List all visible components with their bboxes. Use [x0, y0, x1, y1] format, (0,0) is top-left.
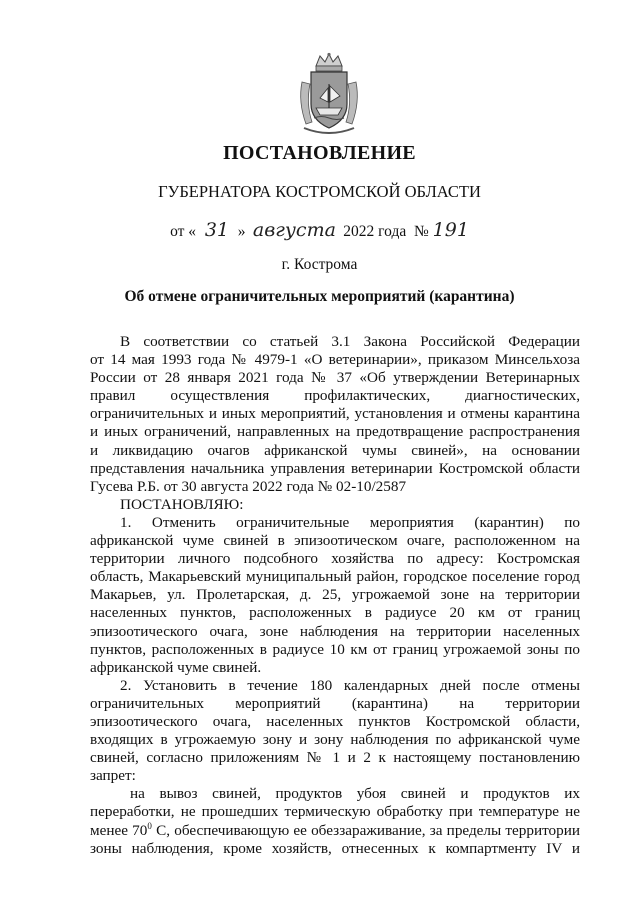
item2-line: свиней, согласно приложениям № 1 и 2 к настоящему постановлению	[90, 749, 580, 767]
date-year: 2022 года	[343, 223, 407, 240]
date-quote-close: »	[237, 223, 246, 240]
ban-line: зоны наблюдения, кроме хозяйств, отнесенных к компартменту IV и	[90, 839, 580, 857]
decree-word: ПОСТАНОВЛЯЮ:	[120, 495, 244, 513]
document-body	[90, 333, 580, 858]
item2-line: запрет:	[90, 767, 136, 785]
preamble-line: и ликвидацию очагов африканской чумы свиней», на основании	[90, 441, 580, 459]
document-type-title: ПОСТАНОВЛЕНИЕ	[223, 142, 416, 164]
item2-line: ограничительных мероприятий (карантина) на территории	[90, 694, 580, 712]
degree-mark: 0	[147, 820, 152, 831]
item1-line: африканской чуме свиней.	[90, 658, 262, 676]
handwritten-day: 31	[204, 219, 230, 241]
item1-line: населенных пунктов, расположенных в радиусе 20 км от границ	[90, 604, 580, 622]
number-prefix: №	[413, 223, 429, 240]
item2-line: 2. Установить в течение 180 календарных дней после отмены	[120, 676, 580, 694]
preamble-line: и иных ограничений, направленных на предотвращение распространения	[90, 423, 580, 441]
ban-line: на вывоз свиней, продуктов убоя свиней и продуктов их	[130, 785, 580, 803]
temperature-value: менее 70	[90, 821, 148, 839]
item2-line: эпизоотического очага, населенных пунктов Костромской области,	[90, 712, 580, 730]
preamble-line: ограничительных и иных мероприятий, установления и отмены карантина	[90, 405, 580, 423]
preamble-line: представления начальника управления ветеринарии Костромской области	[90, 459, 580, 477]
preamble-line: России от 28 января 2021 года № 37 «Об утверждении Ветеринарных	[90, 369, 580, 387]
ban-line: переработки, не прошедших термическую обработку при температуре не	[90, 803, 580, 821]
ban-line-rest: С, обеспечивающую ее обеззараживание, за пределы территории	[151, 821, 580, 839]
handwritten-month: августа	[252, 219, 336, 241]
item1-line: эпизоотического очага, зоне наблюдения на территории населенных	[90, 622, 580, 640]
preamble-line: от 14 мая 1993 года № 4979-1 «О ветеринарии», приказом Минсельхоза	[90, 351, 580, 369]
preamble-line: Гусева Р.Б. от 30 августа 2022 года № 02-10/2587	[90, 477, 407, 495]
ban-line	[90, 822, 580, 840]
item1-line: область, Макарьевский муниципальный район, городское поселение город	[90, 568, 580, 586]
item1-line: 1. Отменить ограничительные мероприятия (карантин) по	[120, 513, 580, 531]
date-prefix: от «	[170, 223, 197, 240]
item1-line: африканской чуме свиней в эпизоотическом очаге, расположенном на	[90, 532, 580, 550]
issuer-subtitle: ГУБЕРНАТОРА КОСТРОМСКОЙ ОБЛАСТИ	[158, 182, 481, 201]
kostroma-coat-of-arms-icon	[294, 52, 364, 134]
item1-line: пунктов, расположенных в радиусе 10 км от границ угрожаемой зоны по	[90, 640, 580, 658]
item2-line: входящих в угрожаемую зону и зону наблюдения по африканской чуме	[90, 731, 580, 749]
city-name: г. Кострома	[281, 256, 358, 273]
date-number-line	[0, 219, 639, 241]
item1-line: Макарьев, ул. Пролетарская, д. 25, угрожаемой зоне на территории	[90, 586, 580, 604]
document-heading: Об отмене ограничительных мероприятий (карантина)	[124, 288, 515, 305]
handwritten-number: 191	[432, 219, 469, 241]
item1-line: территории личного подсобного хозяйства по адресу: Костромская	[90, 550, 580, 568]
preamble-line: правил осуществления профилактических, диагностических,	[90, 387, 580, 405]
preamble-line: В соответствии со статьей 3.1 Закона Российской Федерации	[120, 333, 580, 350]
